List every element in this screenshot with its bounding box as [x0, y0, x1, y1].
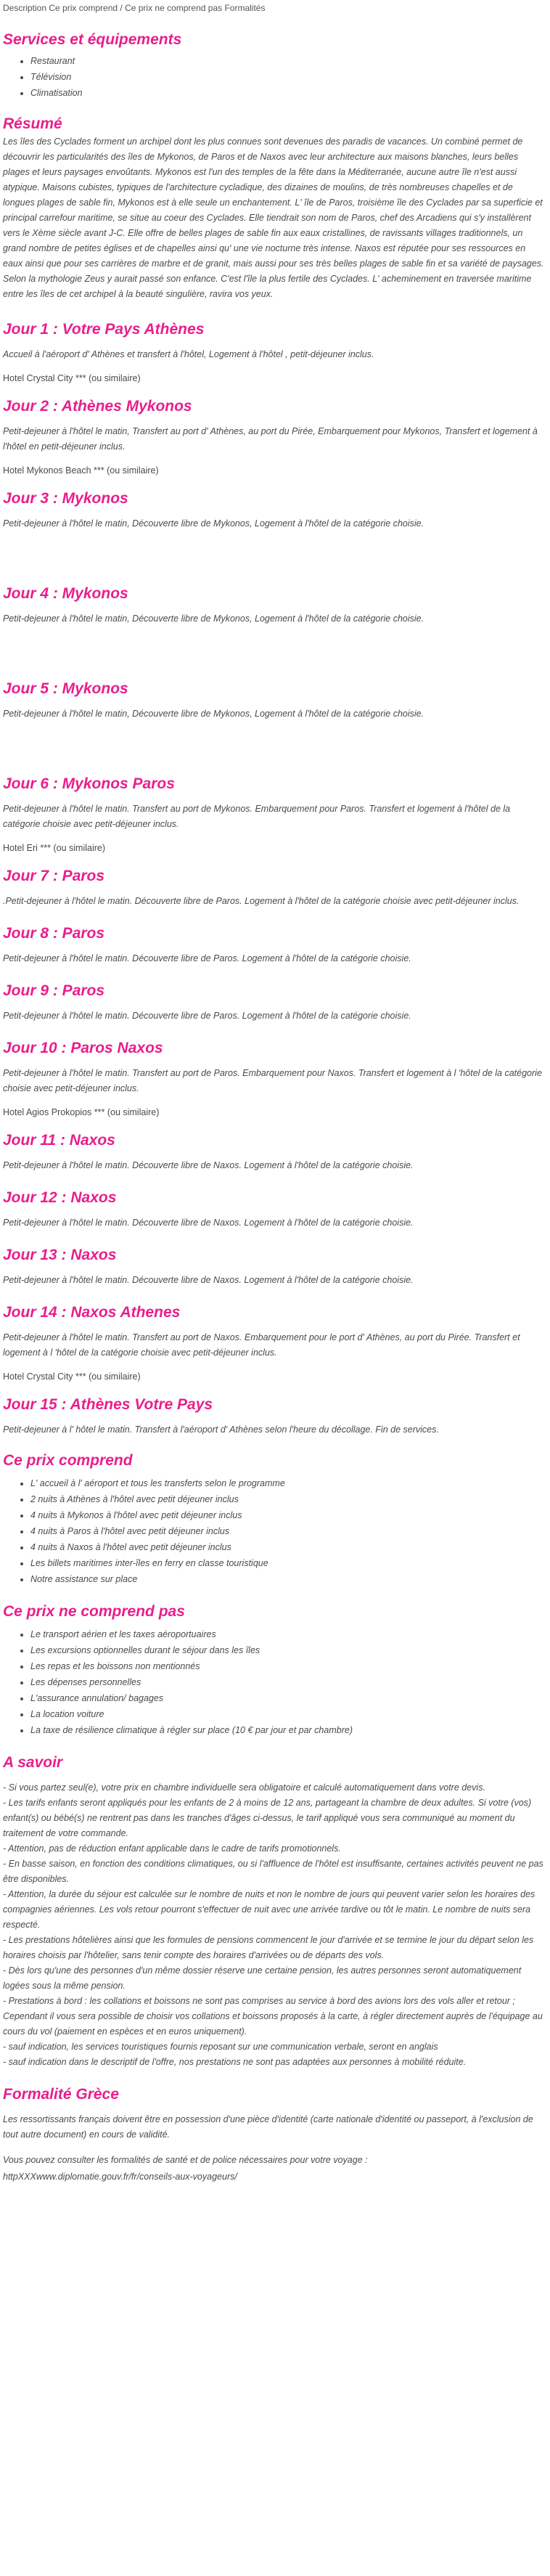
list-item: • Les dépenses personnelles — [30, 1674, 547, 1690]
day-2 — [3, 396, 547, 478]
list-item: • Le transport aérien et les taxes aéroportuaires — [30, 1626, 547, 1642]
day-title: Jour 12 : Naxos — [3, 1189, 117, 1206]
day-title: Jour 1 : Votre Pays Athènes — [3, 321, 205, 338]
resume-title: Résumé — [3, 115, 62, 132]
ne-comprend-list — [3, 1626, 547, 1738]
formalite-text: Les ressortissants français doivent être en possession d'une pièce d'identité (carte nationale d'identité ou passeport, à l'exclusion de tout autre document) en cours de validité. — [3, 2114, 533, 2140]
list-item: • La taxe de résilience climatique à régler sur place (10 € par jour et par chambre) — [30, 1722, 547, 1738]
formalite-link[interactable]: httpXXXwww.diplomatie.gouv.fr/fr/conseils-aux-voyageurs/ — [3, 2172, 237, 2182]
day-11 — [3, 1130, 547, 1173]
list-item: • 4 nuits à Paros à l'hôtel avec petit déjeuner inclus — [30, 1523, 547, 1539]
a-savoir-line: - Les tarifs enfants seront appliqués pour les enfants de 2 à moins de 12 ans, partageant la chambre de deux adultes. Si votre (vos) enfant(s) ou bébé(s) ne rentrent pas dans les tranches d'âges ci-dessus, le tarif appliqué vous sera communiqué au moment du traitement de votre commande. — [3, 1798, 532, 1838]
comprend-title: Ce prix comprend — [3, 1452, 133, 1469]
day-text: .Petit-dejeuner à l'hôtel le matin. Découverte libre de Paros. Logement à l'hôtel de la catégorie choisie avec petit-déjeuner inclus. — [3, 896, 520, 906]
day-text: Petit-dejeuner à l'hôtel le matin, Découverte libre de Mykonos, Logement à l'hôtel de la catégorie choisie. — [3, 709, 424, 719]
day-13 — [3, 1245, 547, 1288]
list-item: • Climatisation — [30, 85, 547, 101]
a-savoir-line: - En basse saison, en fonction des conditions climatiques, ou si l'affluence de l'hôtel est insuffisante, certaines activités peuvent ne pas être disponibles. — [3, 1859, 543, 1884]
day-title: Jour 14 : Naxos Athenes — [3, 1304, 181, 1321]
day-text: Petit-dejeuner à l'hôtel le matin. Découverte libre de Naxos. Logement à l'hôtel de la catégorie choisie. — [3, 1275, 414, 1285]
list-item: • La location voiture — [30, 1706, 547, 1722]
day-4 — [3, 584, 547, 627]
comprend-list — [3, 1475, 547, 1587]
day-text: Petit-dejeuner à l' hôtel le matin. Transfert à l'aéroport d' Athènes selon l'heure du décollage. Fin de services. — [3, 1424, 439, 1435]
day-1 — [3, 319, 547, 386]
day-title: Jour 7 : Paros — [3, 868, 105, 884]
day-text: Petit-dejeuner à l'hôtel le matin. Transfert au port de Naxos. Embarquement pour le port d' Athènes, au port du Pirée. Transfert et logement à l 'hôtel de la catégorie choisie avec petit-déjeuner inclus. — [3, 1332, 520, 1358]
day-5 — [3, 679, 547, 722]
day-text: Accueil à l'aéroport d' Athènes et transfert à l'hôtel, Logement à l'hôtel , petit-déjeuner inclus. — [3, 349, 374, 359]
a-savoir-line: - Dès lors qu'une des personnes d'un même dossier réserve une certaine pension, les autres personnes seront automatiquement logées sous la même pension. — [3, 1965, 522, 1991]
list-item: • L' accueil à l' aéroport et tous les transferts selon le programme — [30, 1475, 547, 1491]
day-6 — [3, 774, 547, 856]
a-savoir-title: A savoir — [3, 1754, 63, 1771]
day-text: Petit-dejeuner à l'hôtel le matin, Découverte libre de Mykonos, Logement à l'hôtel de la catégorie choisie. — [3, 518, 424, 529]
day-title: Jour 6 : Mykonos Paros — [3, 775, 175, 792]
list-item: • 4 nuits à Naxos à l'hôtel avec petit déjeuner inclus — [30, 1539, 547, 1555]
a-savoir-line: - Les prestations hôtelières ainsi que les formules de pensions commencent le jour d'arrivée et se termine le jour du départ selon les horaires choisis par l'hôtelier, sans tenir compte des horaires d'arrivées ou de départs des vols. — [3, 1935, 534, 1960]
day-hotel: Hotel Crystal City *** (ou similaire) — [3, 1371, 141, 1382]
day-title: Jour 4 : Mykonos — [3, 585, 128, 602]
day-text: Petit-dejeuner à l'hôtel le matin. Découverte libre de Paros. Logement à l'hôtel de la catégorie choisie. — [3, 953, 411, 963]
list-item: • 4 nuits à Mykonos à l'hôtel avec petit déjeuner inclus — [30, 1507, 547, 1523]
a-savoir-line: - Prestations à bord : les collations et boissons ne sont pas comprises au service à bord des avions lors des vols aller et retour ; Cependant il vous sera possible de choisir vos collations et boissons proposés à la carte, à régler directement auprès de l'équipage au cours du vol (paiement en espèces et en euros uniquement). — [3, 1996, 543, 2037]
day-hotel: Hotel Agios Prokopios *** (ou similaire) — [3, 1107, 160, 1117]
day-title: Jour 5 : Mykonos — [3, 680, 128, 697]
list-item: • Les excursions optionnelles durant le séjour dans les îles — [30, 1642, 547, 1658]
resume-section — [3, 114, 547, 302]
day-7 — [3, 866, 547, 909]
day-hotel: Hotel Eri *** (ou similaire) — [3, 843, 106, 853]
day-title: Jour 3 : Mykonos — [3, 490, 128, 507]
ne-comprend-section — [3, 1602, 547, 1738]
day-text: Petit-dejeuner à l'hôtel le matin, Transfert au port d' Athènes, au port du Pirée, Embarquement pour Mykonos, Transfert et logement à l'hôtel en petit-déjeuner inclus. — [3, 426, 538, 452]
day-title: Jour 11 : Naxos — [3, 1132, 115, 1149]
a-savoir-line: - Attention, pas de réduction enfant applicable dans le cadre de tarifs promotionnels. — [3, 1843, 341, 1854]
day-hotel: Hotel Crystal City *** (ou similaire) — [3, 373, 141, 383]
list-item: • 2 nuits à Athènes à l'hôtel avec petit déjeuner inclus — [30, 1491, 547, 1507]
description-line: Description Ce prix comprend / Ce prix ne comprend pas Formalités — [3, 3, 266, 13]
resume-text: Les îles des Cyclades forment un archipel dont les plus connues sont devenues des paradis de vacances. Un combiné permet de découvrir les particularités des îles de Mykonos, de Paros et de Naxos avec leur architecture aux maisons blanches, leurs belles plages et leurs paysages envoûtants. Mykonos est l'un des temples de la fête dans la Méditerranée, aucune autre île n'est aussi atypique. Maisons cubistes, typiques de l'architecture cycladique, des dizaines de moulins, de très nombreuses chapelles et de longues plages de sable fin, Mykonos est à elle seule un enchantement. L' île de Paros, troisième île des Cyclades par sa superficie et principal carrefour maritime, se situe au coeur des Cyclades. Elle tiendrait son nom de Paros, chef des Arcadiens qui s'y installèrent vers le Xème siècle avant J-C. Elle offre de belles plages de sable fin aux eaux cristallines, de ravissants villages traditionnels, un grand nombre de petites églises et de chapelles ainsi qu' une vie nocturne très intense. Naxos est réputée pour ses ressources en eaux ainsi que pour ses carrières de marbre et de granit, mais aussi pour ses très belles plages de sable fin et sa variété de paysages. Selon la mythologie Zeus y aurait passé son enfance. C'est l'île la plus fertile des Cyclades. L' acheminement en traversée maritime entre les îles de cet archipel à la beauté singulière, ravira vos yeux. — [3, 136, 544, 299]
day-12 — [3, 1188, 547, 1231]
day-10 — [3, 1038, 547, 1120]
list-item: • Télévision — [30, 69, 547, 85]
a-savoir-section — [3, 1753, 547, 2070]
day-3 — [3, 489, 547, 531]
services-title: Services et équipements — [3, 31, 182, 48]
day-title: Jour 10 : Paros Naxos — [3, 1040, 163, 1056]
ne-comprend-title: Ce prix ne comprend pas — [3, 1603, 185, 1620]
day-8 — [3, 924, 547, 966]
a-savoir-line: - Attention, la durée du séjour est calculée sur le nombre de nuits et non le nombre de jours qui peuvent varier selon les horaires des compagnies aériennes. Les vols retour pourront s'effectuer de nuit avec une arrivée tardive ou tôt le matin. Le nombre de nuits sera respecté. — [3, 1889, 535, 1930]
comprend-section — [3, 1451, 547, 1587]
day-14 — [3, 1303, 547, 1385]
formalite-section — [3, 2084, 547, 2185]
list-item: • Les billets maritimes inter-îles en ferry en classe touristique — [30, 1555, 547, 1571]
day-text: Petit-dejeuner à l'hôtel le matin. Transfert au port de Paros. Embarquement pour Naxos. Transfert et logement à l 'hôtel de la catégorie choisie avec petit-déjeuner inclus. — [3, 1068, 542, 1093]
list-item: • Restaurant — [30, 53, 547, 69]
services-list — [3, 53, 547, 101]
list-item: • L'assurance annulation/ bagages — [30, 1690, 547, 1706]
list-item: • Les repas et les boissons non mentionnés — [30, 1658, 547, 1674]
day-hotel: Hotel Mykonos Beach *** (ou similaire) — [3, 465, 159, 476]
a-savoir-line: - Si vous partez seul(e), votre prix en chambre individuelle sera obligatoire et calculé automatiquement dans votre devis. — [3, 1782, 485, 1793]
day-title: Jour 15 : Athènes Votre Pays — [3, 1396, 213, 1413]
formalite-title: Formalité Grèce — [3, 2086, 119, 2103]
formalite-text-2: Vous pouvez consulter les formalités de santé et de police nécessaires pour votre voyage : — [3, 2155, 368, 2165]
day-title: Jour 2 : Athènes Mykonos — [3, 398, 192, 415]
services-section — [3, 30, 547, 101]
day-text: Petit-dejeuner à l'hôtel le matin, Découverte libre de Mykonos, Logement à l'hôtel de la catégorie choisie. — [3, 614, 424, 624]
day-text: Petit-dejeuner à l'hôtel le matin. Découverte libre de Naxos. Logement à l'hôtel de la catégorie choisie. — [3, 1160, 414, 1170]
day-text: Petit-dejeuner à l'hôtel le matin. Transfert au port de Mykonos. Embarquement pour Paros. Transfert et logement à l'hôtel de la catégorie choisie avec petit-déjeuner inclus. — [3, 804, 511, 829]
a-savoir-line: - sauf indication dans le descriptif de l'offre, nos prestations ne sont pas adaptées aux personnes à mobilité réduite. — [3, 2057, 467, 2067]
day-9 — [3, 981, 547, 1024]
day-text: Petit-dejeuner à l'hôtel le matin. Découverte libre de Paros. Logement à l'hôtel de la catégorie choisie. — [3, 1011, 411, 1021]
day-title: Jour 13 : Naxos — [3, 1247, 117, 1263]
day-title: Jour 9 : Paros — [3, 982, 105, 999]
list-item: • Notre assistance sur place — [30, 1571, 547, 1587]
day-text: Petit-dejeuner à l'hôtel le matin. Découverte libre de Naxos. Logement à l'hôtel de la catégorie choisie. — [3, 1218, 414, 1228]
day-15 — [3, 1395, 547, 1438]
day-title: Jour 8 : Paros — [3, 925, 105, 942]
a-savoir-line: - sauf indication, les services touristiques fournis reposant sur une communication verbale, seront en anglais — [3, 2042, 438, 2052]
